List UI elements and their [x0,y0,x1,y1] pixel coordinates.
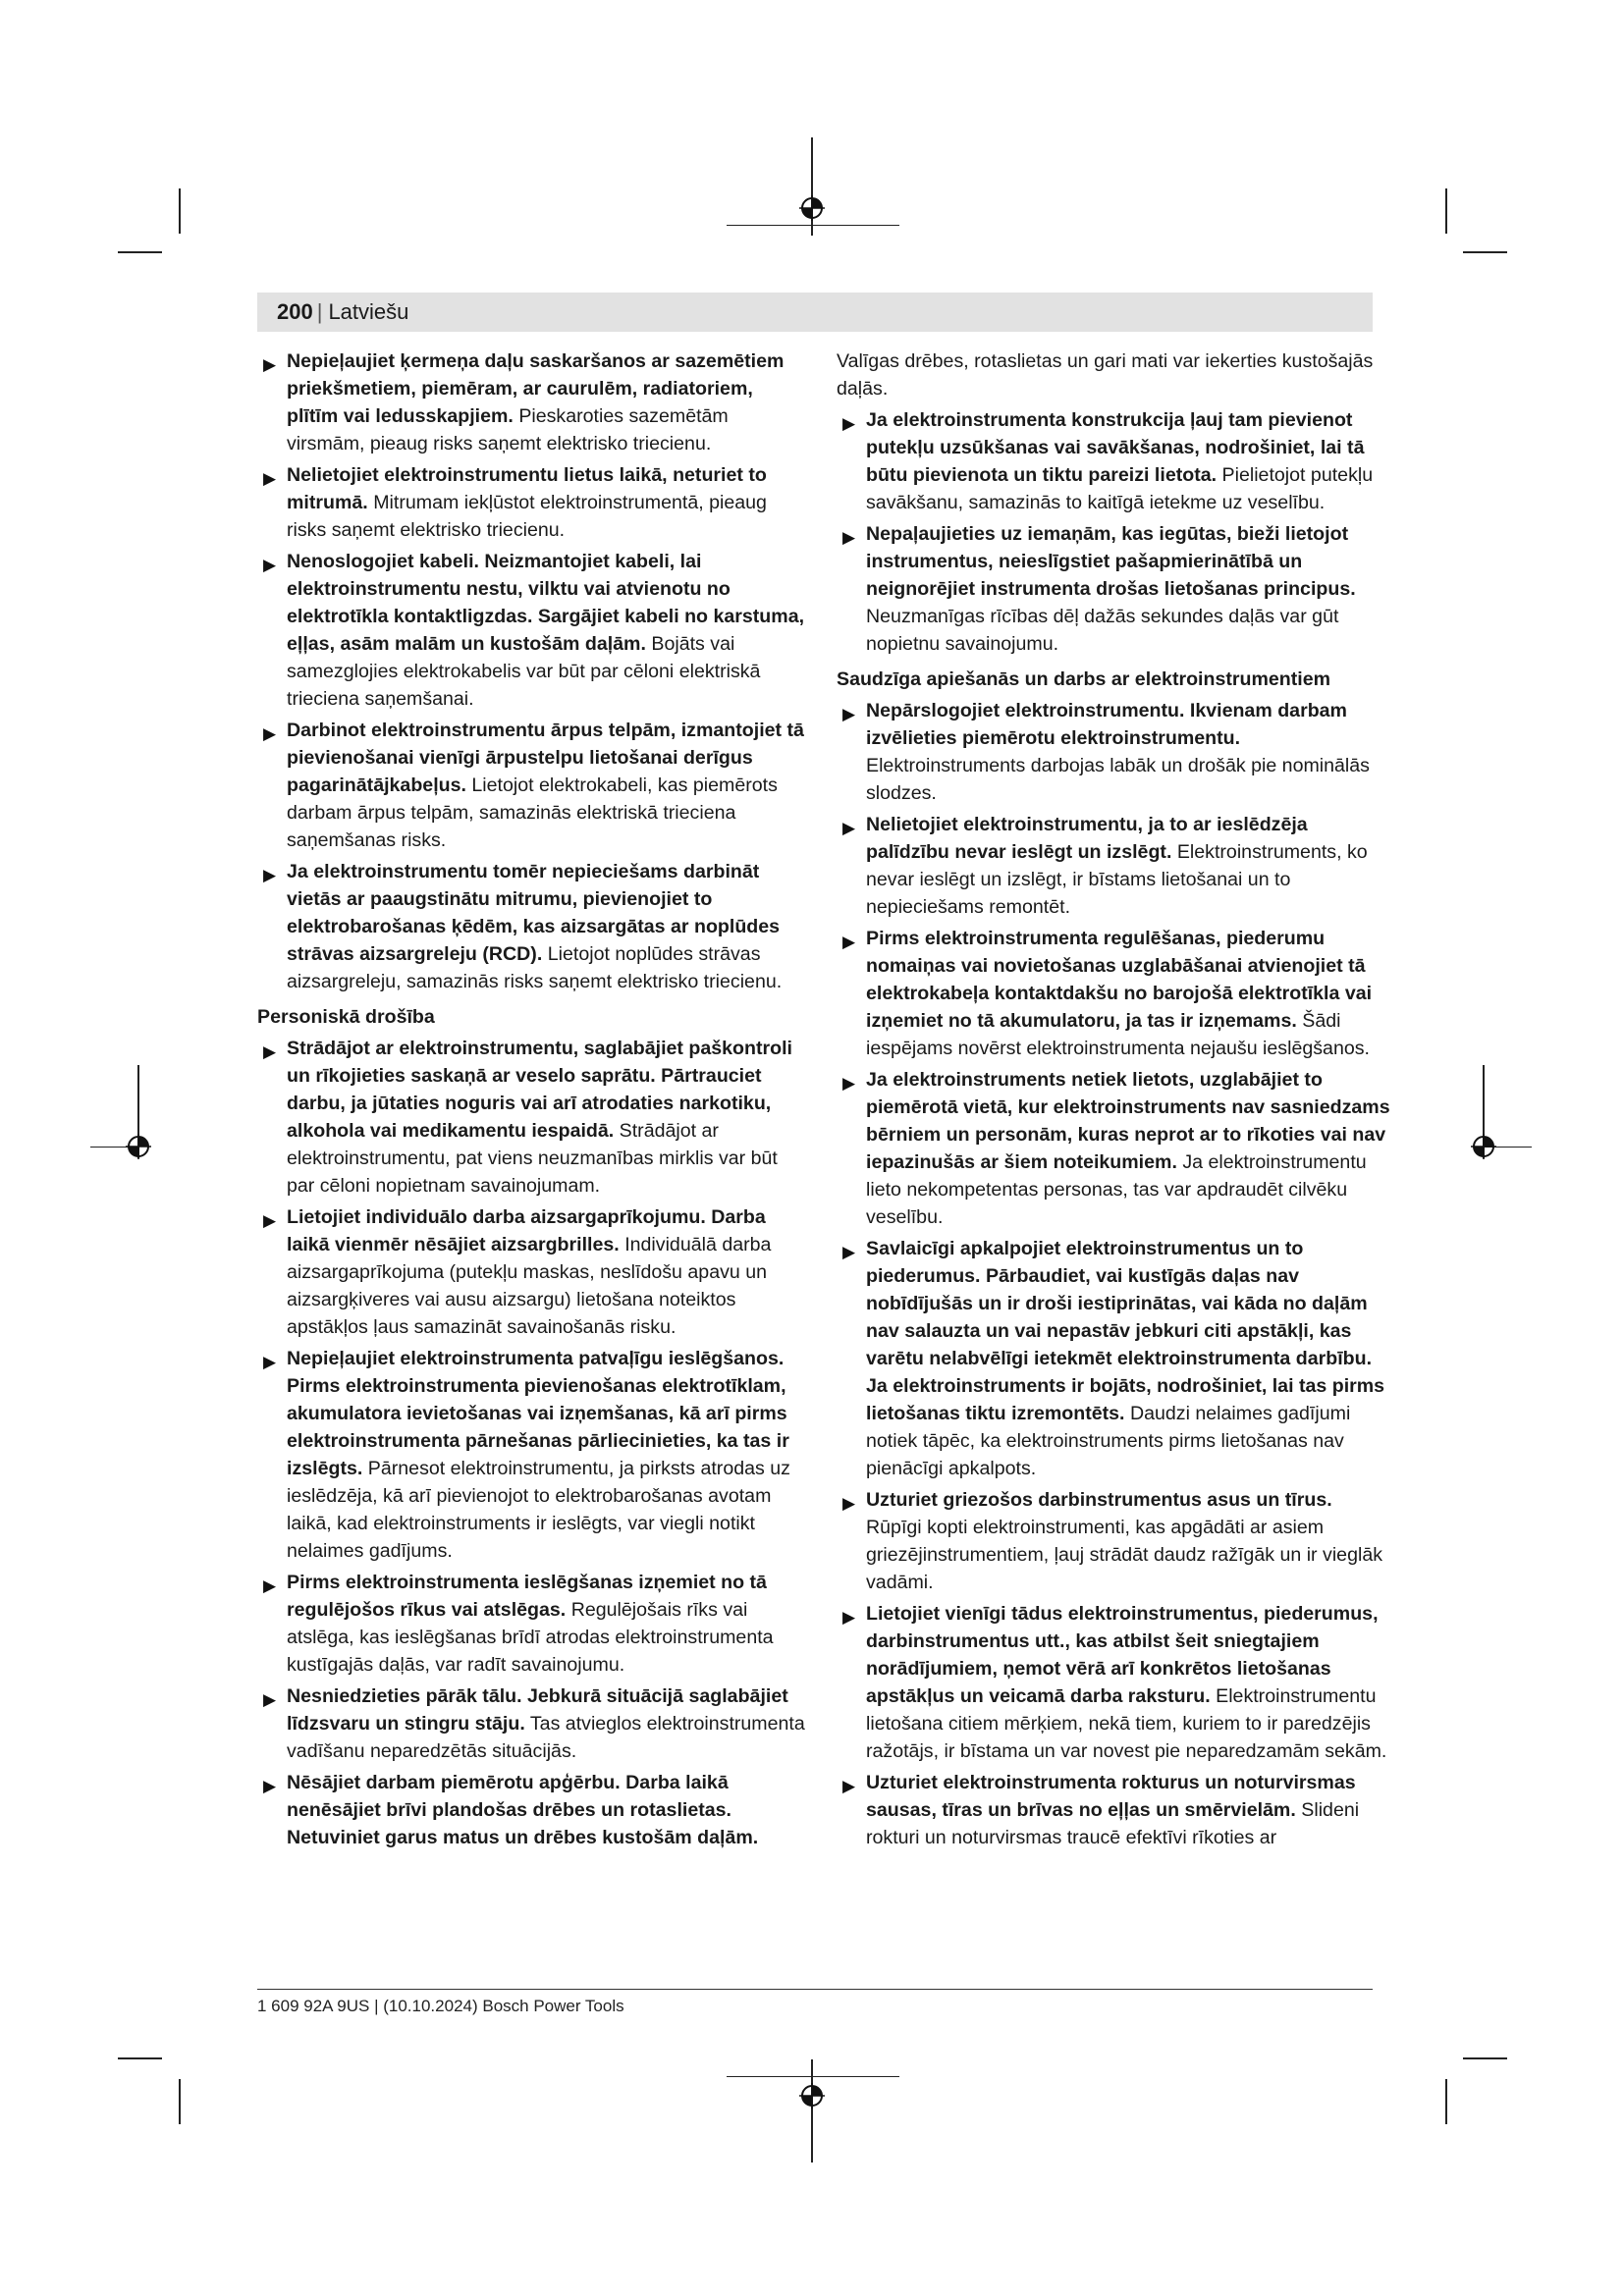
bullet-triangle-icon: ▶ [263,1211,277,1230]
safety-item [837,925,1392,1062]
bullet-triangle-icon: ▶ [263,1690,277,1709]
crop-mark [179,2079,181,2124]
bullet-triangle-icon: ▶ [263,1777,277,1795]
item-bold-text: Nelietojiet elektroinstrumentu, ja to ar ieslēdzēja palīdzību nevar ieslēgt un izslēgt. [866,814,1308,863]
header-language: Latviešu [328,299,409,324]
item-bold-text: Uzturiet elektroinstrumenta rokturus un noturvirsmas sausas, tīras un brīvas no eļļas un smērvielām. [866,1772,1356,1821]
item-bold-text: Lietojiet vienīgi tādus elektroinstrumentus, piederumus, darbinstrumentus utt., kas atbilst šeit sniegtajiem norādījumiem, ņemot vērā arī konkrētos lietošanas apstākļus un veicamā darba raksturu. [866,1603,1379,1707]
bullet-triangle-icon: ▶ [842,1608,856,1627]
item-bold-text: Nenoslogojiet kabeli. Neizmantojiet kabeli, lai elektroinstrumentu nestu, vilktu vai atvienotu no elektrotīkla kontaktligzdas. Sargājiet kabeli no karstuma, eļļas, asām malām un kustošām daļām. [287,551,805,655]
crop-mark [1463,251,1507,253]
item-text: Daudzi nelaimes gadījumi notiek tāpēc, ka elektroinstruments pirms lietošanas nav pienācīgi apkalpots. [866,1403,1351,1479]
safety-item [837,1235,1392,1482]
page-footer: 1 609 92A 9US | (10.10.2024) Bosch Power Tools [257,1997,624,2015]
item-text: Pārnesot elektroinstrumentu, ja pirksts atrodas uz ieslēdzēja, kā arī pievienojot to elektrobarošanas avotam laikā, kad elektroinstruments ir ieslēgts, var viegli notikt nelaimes gadījums. [287,1458,790,1562]
item-bold-text: Nepaļaujieties uz iemaņām, kas iegūtas, bieži lietojot instrumentus, neieslīgstiet pašapmierinātībā un neignorējiet instrumenta drošas lietošanas principus. [866,523,1356,600]
registration-target-icon [799,195,825,221]
bullet-triangle-icon: ▶ [263,355,277,374]
header-separator: | [316,299,323,324]
bullet-triangle-icon: ▶ [263,1042,277,1061]
left-column [257,347,807,1855]
bullet-triangle-icon: ▶ [842,1243,856,1261]
item-text: Neuzmanīgas rīcības dēļ dažās sekundes daļās var gūt nopietnu savainojumu. [866,606,1339,655]
bullet-triangle-icon: ▶ [842,819,856,837]
page-header [257,293,1373,332]
item-text: Elektroinstruments, ko nevar ieslēgt un izslēgt, ir bīstams lietošanai un to nepieciešams remontēt. [866,841,1368,918]
item-bold-text: Nepieļaujiet ķermeņa daļu saskaršanos ar sazemētiem priekšmetiem, piemēram, ar caurulēm, radiatoriem, plītīm vai ledusskapjiem. [287,350,785,427]
crop-mark [1445,188,1447,234]
registration-line [811,2059,813,2163]
registration-line [727,2076,899,2077]
item-bold-text: Pirms elektroinstrumenta ieslēgšanas izņemiet no tā regulējošos rīkus vai atslēgas. [287,1572,767,1621]
item-bold-text: Savlaicīgi apkalpojiet elektroinstrumentus un to piederumus. Pārbaudiet, vai kustīgās daļas nav nobīdījušās un ir droši iestiprinātas, vai kāda no daļām nav salauzta un vai nepastāv jebkuri citi apstākļi, kas varētu nelabvēlīgi ietekmēt elektroinstrumenta darbību. Ja elektroinstruments ir bojāts, nodrošiniet, lai tas pirms lietošanas tiktu izremontēts. [866,1238,1385,1424]
safety-item [837,520,1392,658]
page-number: 200 [277,299,313,324]
crop-mark [1445,2079,1447,2124]
safety-item [257,548,807,713]
bullet-triangle-icon: ▶ [842,1777,856,1795]
bullet-triangle-icon: ▶ [263,469,277,488]
item-text: Slideni rokturi un noturvirsmas traucē efektīvi rīkoties ar [866,1799,1360,1848]
item-bold-text: Ja elektroinstrumentu tomēr nepieciešams darbināt vietās ar paaugstinātu mitrumu, pievienojiet to elektrobarošanas ķēdēm, kas aizsargātas ar noplūdes strāvas aizsargreleju (RCD). [287,861,781,965]
item-text: Regulējošais rīks vai atslēga, kas ieslēgšanas brīdī atrodas elektroinstrumenta kustīgajās daļās, var radīt savainojumu. [287,1599,774,1676]
item-bold-text: Lietojiet individuālo darba aizsargaprīkojumu. Darba laikā vienmēr nēsājiet aizsargbrilles. [287,1206,766,1255]
registration-target-icon [1471,1134,1496,1159]
item-bold-text: Nepārslogojiet elektroinstrumentu. Ikvienam darbam izvēlieties piemērotu elektroinstrumentu. [866,700,1347,749]
item-bold-text: Darbinot elektroinstrumentu ārpus telpām, izmantojiet tā pievienošanai vienīgi ārpustelpu lietošanai derīgus pagarinātājkabeļus. [287,720,804,796]
bullet-triangle-icon: ▶ [842,933,856,951]
safety-item [257,1345,807,1565]
item-text: Pielietojot putekļu savākšanu, samazinās to kaitīgā ietekme uz veselību. [866,464,1374,513]
safety-item [257,858,807,995]
safety-item [257,1569,807,1679]
bullet-triangle-icon: ▶ [263,1576,277,1595]
safety-item [837,1066,1392,1231]
item-text: Elektroinstrumentu lietošana citiem mērķiem, nekā tiem, kuriem to ir paredzējis ražotājs, ir bīstama un var novest pie neparedzamām sekām. [866,1685,1387,1762]
crop-mark [118,2057,162,2059]
bullet-triangle-icon: ▶ [263,866,277,884]
item-bold-text: Strādājot ar elektroinstrumentu, saglabājiet paškontroli un rīkojieties saskaņā ar veselo saprātu. Pārtrauciet darbu, ja jūtaties noguris vai arī atrodaties narkotiku, alkohola vai medikamentu iespaidā. [287,1038,793,1142]
safety-item [257,1769,807,1851]
item-text: Individuālā darba aizsargaprīkojuma (putekļu maskas, neslīdošu apavu un aizsargķiveres vai ausu aizsargu) lietošana noteiktos apstākļos ļaus samazināt savainošanās risku. [287,1234,772,1338]
item-text: Rūpīgi kopti elektroinstrumenti, kas apgādāti ar asiem griezējinstrumentiem, ļauj strādāt daudz ražīgāk un ir vieglāk vadāmi. [866,1517,1383,1593]
safety-item [257,347,807,457]
item-text: Mitrumam iekļūstot elektroinstrumentā, pieaug risks saņemt elektrisko triecienu. [287,492,767,541]
safety-item [837,811,1392,921]
registration-target-icon [799,2083,825,2109]
safety-item [837,406,1392,516]
footer-rule [257,1989,1373,1990]
section-heading: Saudzīga apiešanās un darbs ar elektroinstrumentiem [837,668,1331,690]
bullet-triangle-icon: ▶ [842,414,856,433]
registration-line [727,225,899,226]
bullet-triangle-icon: ▶ [842,528,856,547]
item-text: Bojāts vai samezglojies elektrokabelis var būt par cēloni elektriskā trieciena saņemšanai. [287,633,761,710]
bullet-triangle-icon: ▶ [842,1074,856,1093]
safety-item [257,461,807,544]
item-text: Lietojot noplūdes strāvas aizsargreleju, samazinās risks saņemt elektrisko triecienu. [287,943,783,992]
safety-item [257,1035,807,1200]
crop-mark [118,251,162,253]
safety-item [837,1769,1392,1851]
item-text: Strādājot ar elektroinstrumentu, pat viens neuzmanības mirklis var būt par cēloni nopietnam savainojumam. [287,1120,778,1197]
bullet-triangle-icon: ▶ [263,556,277,574]
safety-item [257,1203,807,1341]
item-bold-text: Pirms elektroinstrumenta regulēšanas, piederumu nomaiņas vai novietošanas uzglabāšanai atvienojiet tā elektrokabeļa kontaktdakšu no barojošā elektrotīkla vai izņemiet no tā akumulatoru, ja tas ir izņemams. [866,928,1373,1032]
item-text: Tas atvieglos elektroinstrumenta vadīšanu neparedzētās situācijās. [287,1713,805,1762]
item-bold-text: Uzturiet griezošos darbinstrumentus asus un tīrus. [866,1489,1332,1511]
crop-mark [1463,2057,1507,2059]
right-column [837,347,1392,1855]
item-bold-text: Nelietojiet elektroinstrumentu lietus laikā, neturiet to mitrumā. [287,464,767,513]
registration-target-icon [126,1134,151,1159]
item-text: Elektroinstruments darbojas labāk un drošāk pie nominālās slodzes. [866,755,1370,804]
safety-item [257,717,807,854]
item-bold-text: Nesniedzieties pārāk tālu. Jebkurā situācijā saglabājiet līdzsvaru un stingru stāju. [287,1685,788,1735]
safety-item [257,1682,807,1765]
item-text: Lietojot elektrokabeli, kas piemērots darbam ārpus telpām, samazinās elektriskā trieciena saņemšanas risks. [287,774,778,851]
bullet-triangle-icon: ▶ [842,1494,856,1513]
item-text: Ja elektroinstrumentu lieto nekompetentas personas, tas var apdraudēt cilvēku veselību. [866,1151,1367,1228]
item-text: Šādi iespējams novērst elektroinstrumenta nejaušu ieslēgšanos. [866,1010,1370,1059]
safety-item [837,1600,1392,1765]
safety-item [837,1486,1392,1596]
item-bold-text: Ja elektroinstruments netiek lietots, uzglabājiet to piemērotā vietā, kur elektroinstruments nav sasniedzams bērniem un personām, kuras neprot ar to rīkoties vai nav iepazinušās ar šiem noteikumiem. [866,1069,1390,1173]
crop-mark [179,188,181,234]
registration-line [811,137,813,236]
item-bold-text: Nepieļaujiet elektroinstrumenta patvaļīgu ieslēgšanos. Pirms elektroinstrumenta pievienošanas elektrotīklam, akumulatora ievietošanas vai izņemšanas, kā arī pirms elektroinstrumenta pārnešanas pārliecinieties, ka tas ir izslēgts. [287,1348,789,1479]
bullet-triangle-icon: ▶ [263,1353,277,1371]
item-text: Pieskaroties sazemētām virsmām, pieaug risks saņemt elektrisko triecienu. [287,405,729,454]
bullet-triangle-icon: ▶ [263,724,277,743]
item-bold-text: Nēsājiet darbam piemērotu apģērbu. Darba laikā nenēsājiet brīvi plandošas drēbes un rotaslietas. Netuviniet garus matus un drēbes kustošām daļām. [287,1772,759,1848]
item-bold-text: Ja elektroinstrumenta konstrukcija ļauj tam pievienot putekļu uzsūkšanas vai savākšanas, nodrošiniet, lai tā būtu pievienota un tiktu pareizi lietota. [866,409,1365,486]
continued-text: Valīgas drēbes, rotaslietas un gari mati var iekerties kustošajās daļās. [837,350,1374,400]
bullet-triangle-icon: ▶ [842,705,856,723]
section-heading: Personiskā drošība [257,1006,435,1028]
safety-item [837,697,1392,807]
